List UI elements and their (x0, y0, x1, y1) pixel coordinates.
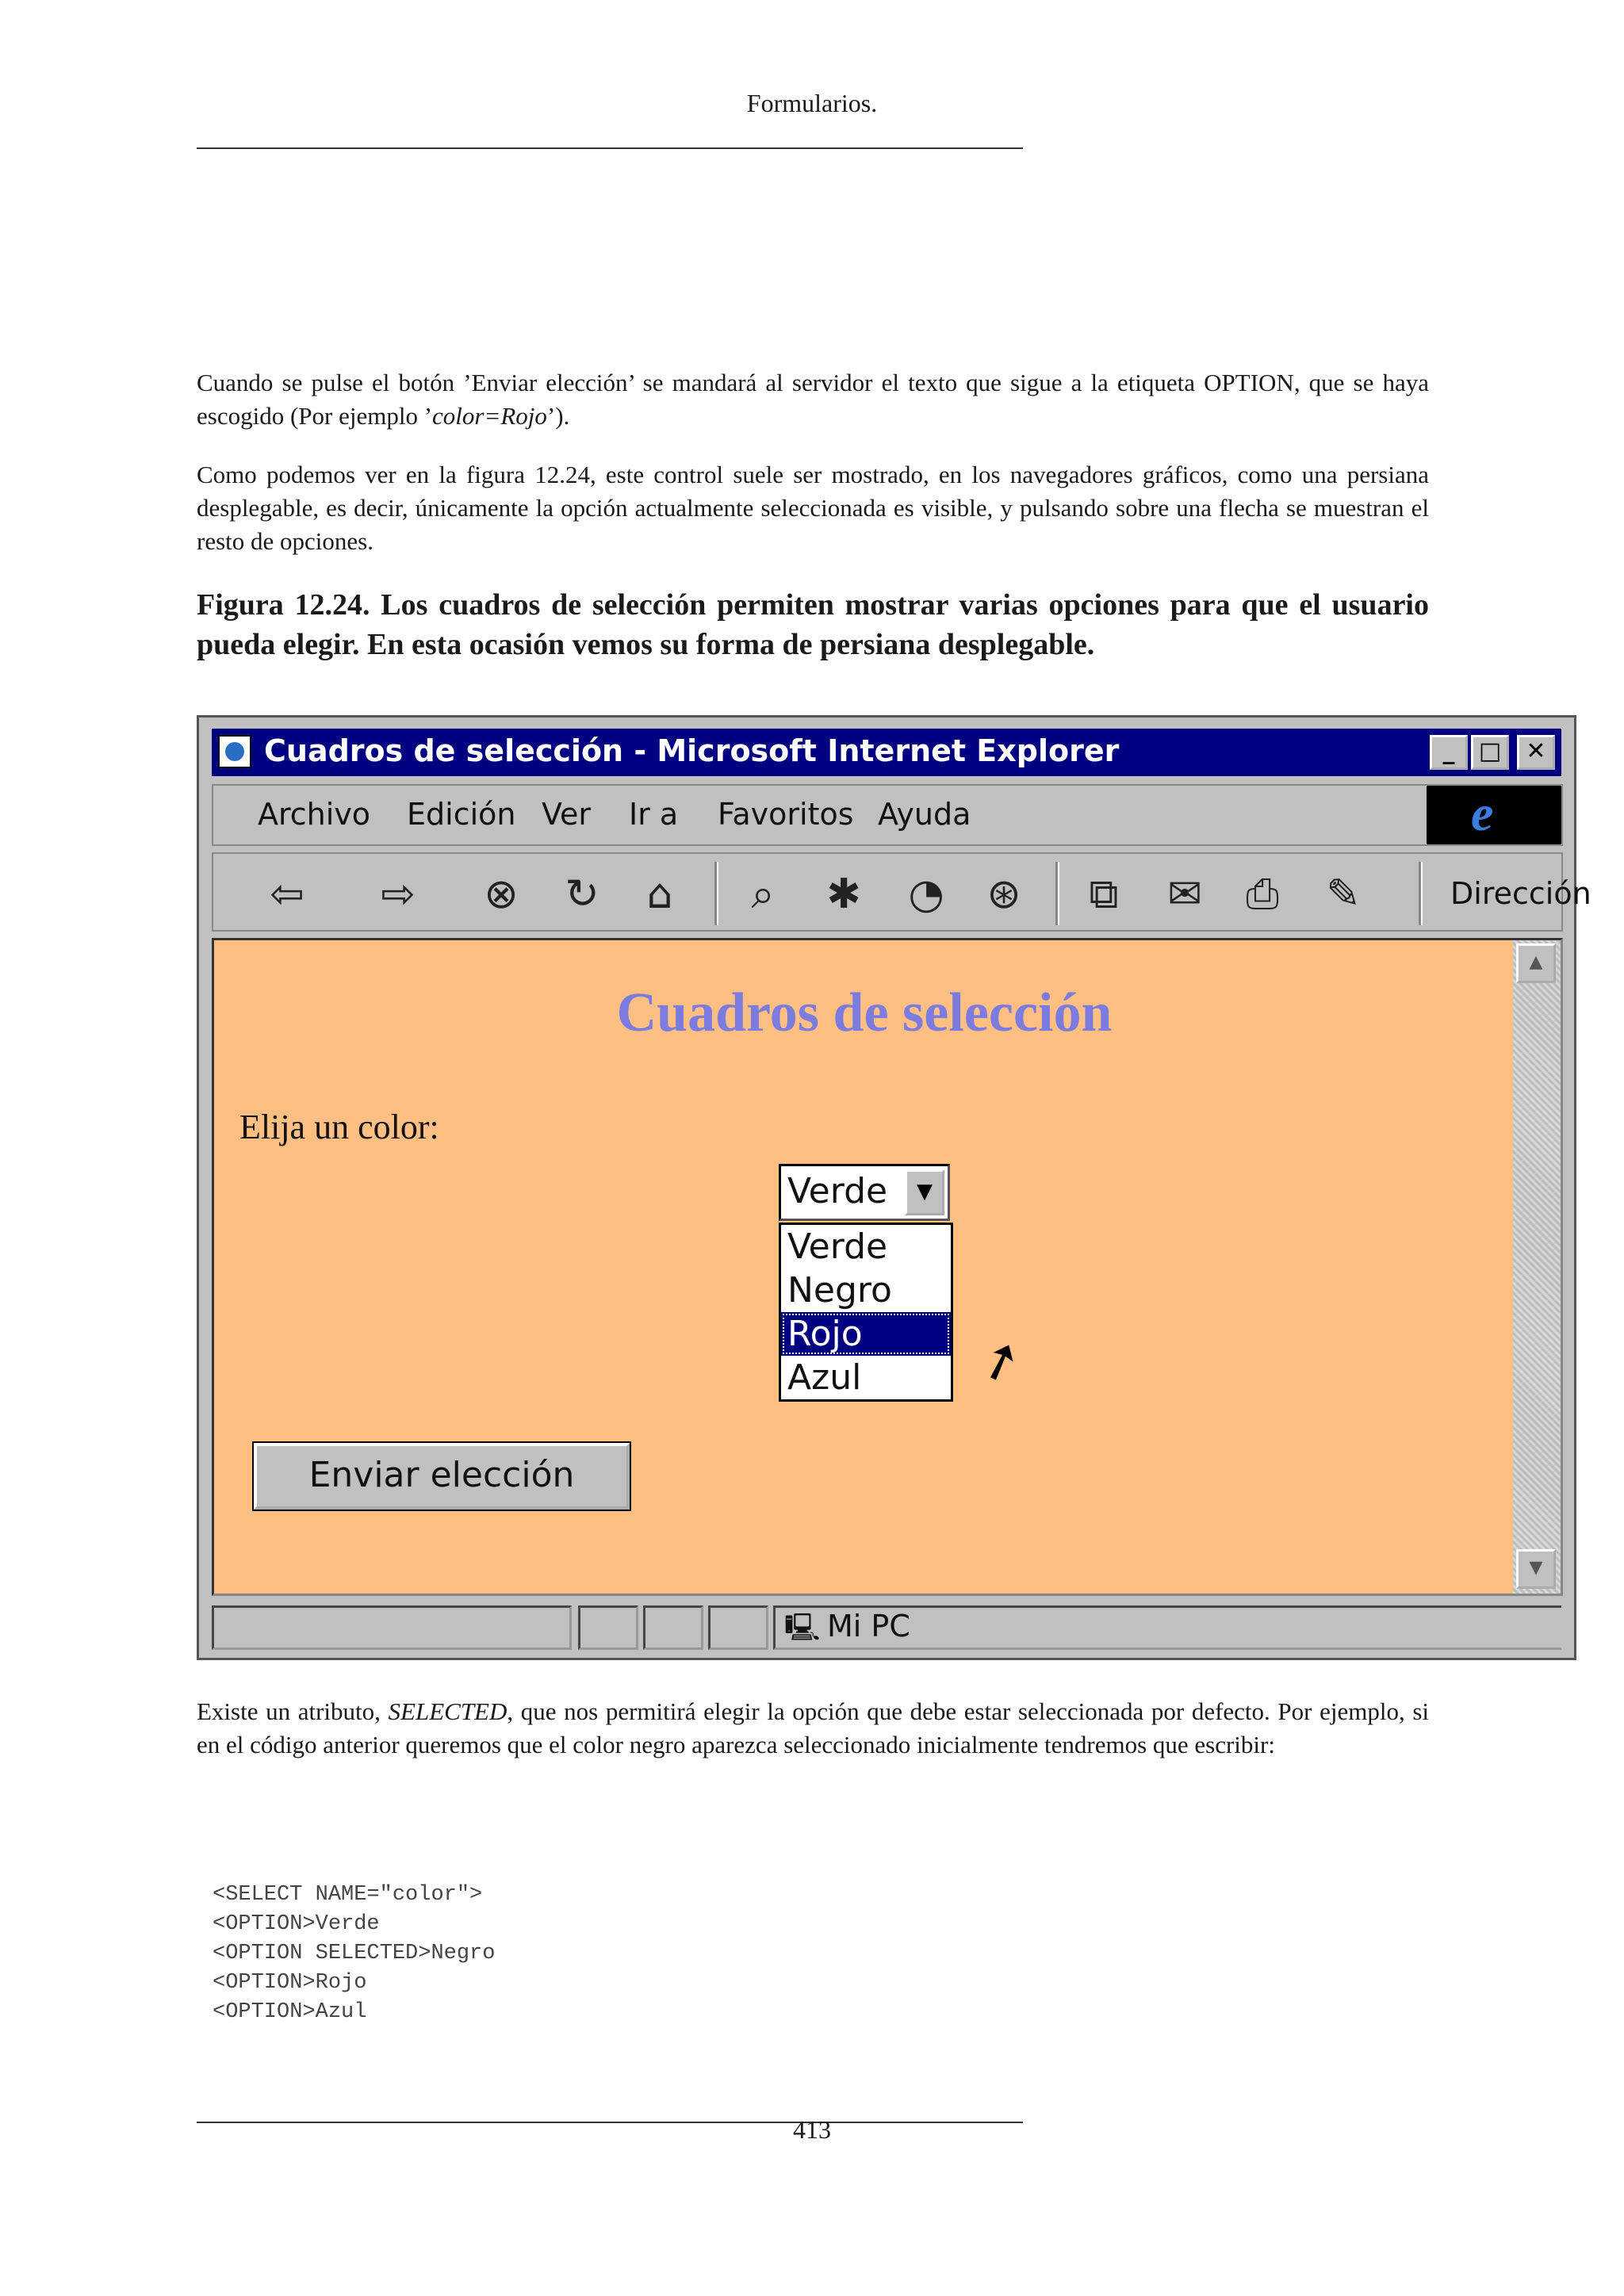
scroll-up-icon[interactable]: ▲ (1516, 943, 1556, 983)
home-icon[interactable]: ⌂ (646, 871, 673, 918)
stop-icon[interactable]: ⊗ (484, 871, 519, 918)
color-label: Elija un color: (239, 1108, 439, 1146)
toolbar-separator (714, 862, 718, 925)
history-icon[interactable]: ◔ (908, 871, 944, 918)
header-rule (197, 147, 1023, 149)
back-icon[interactable]: ⇦ (270, 871, 304, 918)
running-header: Formularios. (746, 89, 878, 117)
code-line: <OPTION>Rojo (213, 1971, 367, 1995)
refresh-icon[interactable]: ↻ (565, 871, 599, 918)
page-number: 413 (793, 2115, 831, 2144)
paragraph-3: Existe un atributo, SELECTED, que nos permitirá elegir la opción que debe estar seleccionada por defecto. Por ejemplo, si en el código anterior queremos que el color negro aparezca seleccionado inicialmente tendremos que escribir: (197, 1697, 1430, 1758)
title-bar (212, 729, 1561, 776)
scroll-down-icon[interactable]: ▼ (1516, 1549, 1556, 1589)
forward-icon[interactable]: ⇨ (381, 871, 416, 918)
code-line: <OPTION SELECTED>Negro (213, 1942, 496, 1965)
fullscreen-icon[interactable]: ⧉ (1089, 871, 1119, 918)
chevron-down-icon[interactable]: ▼ (905, 1169, 944, 1215)
close-button[interactable]: ✕ (1517, 735, 1555, 770)
toolbar-separator (1419, 862, 1423, 925)
status-cell (578, 1605, 638, 1650)
print-icon[interactable]: ⎙ (1246, 871, 1279, 918)
maximize-button[interactable]: □ (1471, 735, 1509, 770)
vertical-scrollbar[interactable] (1513, 940, 1561, 1594)
code-line: <OPTION>Verde (213, 1912, 380, 1936)
ie-logo: e (1427, 786, 1561, 844)
option-negro[interactable]: Negro (787, 1270, 892, 1311)
menu-favoritos[interactable]: Favoritos (718, 797, 854, 832)
ie-window-icon (218, 735, 251, 768)
menu-archivo[interactable]: Archivo (258, 797, 371, 832)
option-verde[interactable]: Verde (787, 1226, 888, 1267)
menu-ir-a[interactable]: Ir a (629, 797, 679, 832)
select-dropdown (779, 1223, 953, 1402)
channels-icon[interactable]: ⊛ (986, 871, 1021, 918)
menu-edicion[interactable]: Edición (407, 797, 516, 832)
menu-ver[interactable]: Ver (542, 797, 592, 832)
favorites-icon[interactable]: ✱ (826, 871, 861, 918)
attribute-name: SELECTED (388, 1697, 508, 1725)
page-viewport (212, 938, 1563, 1596)
status-zone: Mi PC (827, 1609, 910, 1644)
status-cell (643, 1605, 703, 1650)
menu-ayuda[interactable]: Ayuda (878, 797, 971, 832)
address-label: Dirección (1450, 876, 1591, 911)
example-value: color=Rojo (432, 402, 547, 430)
code-line: <OPTION>Azul (213, 2000, 367, 2024)
mail-icon[interactable]: ✉ (1167, 871, 1202, 918)
option-azul[interactable]: Azul (787, 1357, 862, 1398)
toolbar (212, 852, 1591, 932)
submit-button[interactable]: Enviar elección (254, 1443, 630, 1510)
select-value: Verde (787, 1171, 888, 1211)
figure-caption: Figura 12.24. Los cuadros de selección permiten mostrar varias opciones para que el usuario pueda elegir. En esta ocasión vemos su forma de persiana desplegable. (197, 588, 1429, 661)
status-cell (708, 1605, 768, 1650)
window-title: Cuadros de selección - Microsoft Internet Explorer (264, 733, 1120, 768)
page-heading: Cuadros de selección (616, 982, 1113, 1043)
code-line: <SELECT NAME="color"> (213, 1883, 483, 1907)
toolbar-separator (1055, 862, 1059, 925)
color-select[interactable] (779, 1164, 950, 1221)
option-rojo[interactable]: Rojo (781, 1312, 951, 1356)
browser-screenshot (197, 715, 1591, 1660)
status-text-cell (212, 1605, 572, 1650)
status-bar (212, 1601, 1563, 1653)
computer-icon: 🖳 (784, 1612, 821, 1644)
mouse-pointer-icon: ➚ (970, 1326, 1031, 1396)
paragraph-1: Cuando se pulse el botón ’Enviar elección’ se mandará al servidor el texto que sigue a la etiqueta OPTION, que se haya escogido (Por ejemplo ’color=Rojo’). (197, 369, 1429, 430)
menu-bar (212, 784, 1563, 846)
minimize-button[interactable]: _ (1430, 735, 1468, 770)
edit-icon[interactable]: ✎ (1326, 871, 1361, 918)
paragraph-2: Como podemos ver en la figura 12.24, este control suele ser mostrado, en los navegadores gráficos, como una persiana desplegable, es decir, únicamente la opción actualmente seleccionada es visible, y pulsando sobre una flecha se muestran el resto de opciones. (197, 461, 1429, 555)
search-icon[interactable]: ⌕ (751, 871, 775, 918)
